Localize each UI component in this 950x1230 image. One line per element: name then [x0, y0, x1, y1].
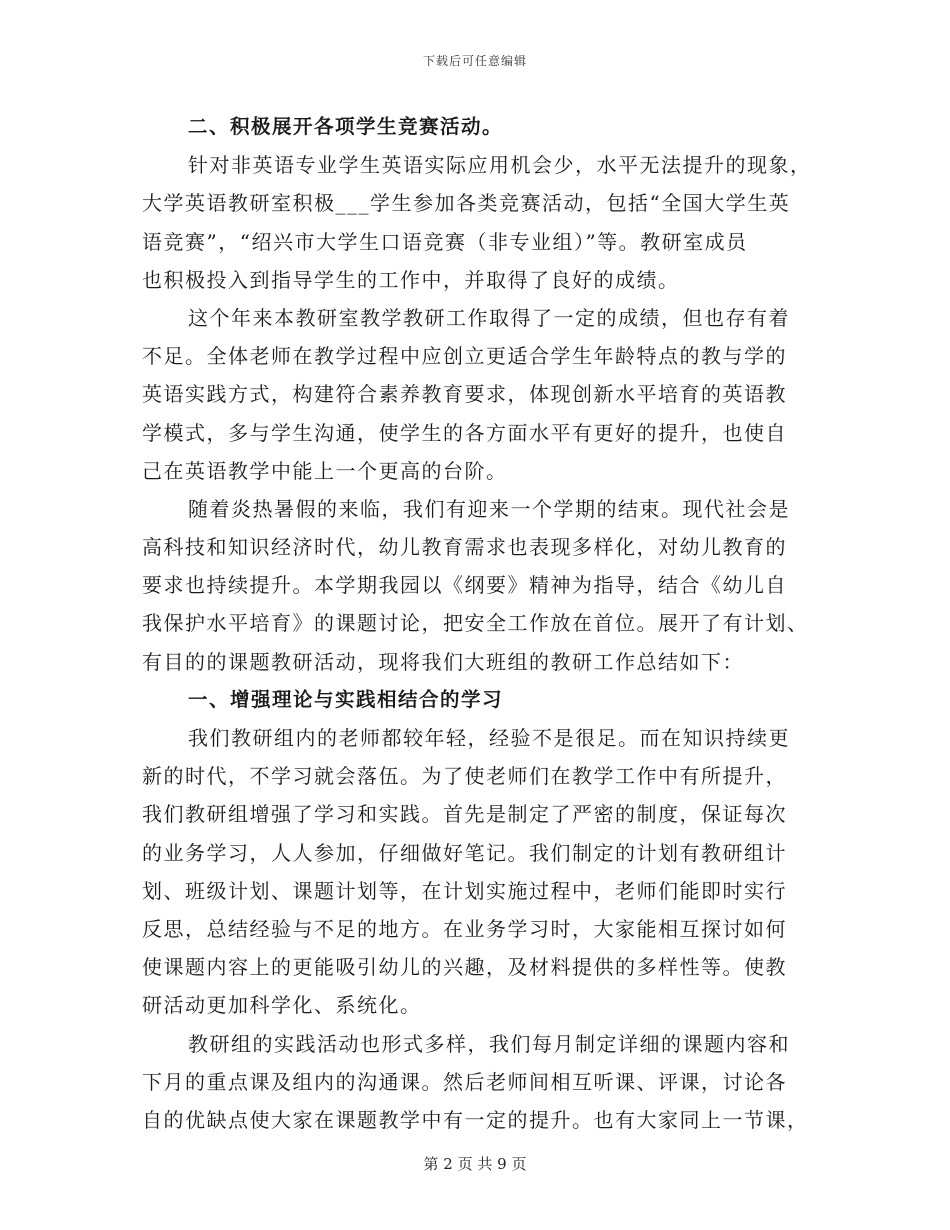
paragraph-line: 下月的重点课及组内的沟通课。然后老师间相互听课、评课，讨论各 — [142, 1069, 787, 1094]
paragraph-line: 使课题内容上的更能吸引幼儿的兴趣，及材料提供的多样性等。使教 — [142, 955, 787, 980]
paragraph-line: 教研组的实践活动也形式多样，我们每月制定详细的课题内容和 — [188, 1031, 790, 1056]
paragraph-line: 也积极投入到指导学生的工作中，并取得了良好的成绩。 — [142, 267, 680, 292]
page-header-note: 下载后可任意编辑 — [422, 54, 527, 68]
paragraph-line: 有目的的课题教研活动，现将我们大班组的教研工作总结如下： — [142, 649, 744, 674]
paragraph-line: 针对非英语专业学生英语实际应用机会少，水平无法提升的现象， — [188, 153, 812, 178]
section-heading-theory-practice: 一、增强理论与实践相结合的学习 — [188, 687, 504, 711]
paragraph-line: 这个年来本教研室教学教研工作取得了一定的成绩，但也存有着 — [188, 305, 790, 330]
paragraph-line: 反思，总结经验与不足的地方。在业务学习时，大家能相互探讨如何 — [142, 916, 787, 941]
paragraph-line: 不足。全体老师在教学过程中应创立更适合学生年龄特点的教与学的 — [142, 344, 787, 369]
paragraph-line: 新的时代，不学习就会落伍。为了使老师们在教学工作中有所提升， — [142, 764, 787, 789]
paragraph-line: 学模式，多与学生沟通，使学生的各方面水平有更好的提升，也使自 — [142, 420, 787, 445]
paragraph-line: 我们教研组增强了学习和实践。首先是制定了严密的制度，保证每次 — [142, 802, 787, 827]
document-body — [142, 108, 812, 1139]
paragraph-line: 大学英语教研室积极___学生参加各类竞赛活动，包括“全国大学生英 — [142, 191, 791, 216]
paragraph-line: 语竞赛”，“绍兴市大学生口语竞赛（非专业组）”等。教研室成员 — [142, 229, 748, 254]
paragraph-line: 高科技和知识经济时代，幼儿教育需求也表现多样化，对幼儿教育的 — [142, 535, 787, 560]
page-number: 第 2 页 共 9 页 — [423, 1155, 527, 1173]
paragraph-line: 己在英语教学中能上一个更高的台阶。 — [142, 458, 508, 483]
paragraph-line: 我保护水平培育》的课题讨论，把安全工作放在首位。展开了有计划、 — [142, 611, 809, 636]
paragraph-line: 我们教研组内的老师都较年轻，经验不是很足。而在知识持续更 — [188, 726, 790, 750]
section-heading-competitions: 二、积极展开各项学生竞赛活动。 — [188, 115, 504, 138]
paragraph-line: 要求也持续提升。本学期我园以《纲要》精神为指导，结合《幼儿自 — [142, 573, 787, 598]
paragraph-line: 的业务学习，人人参加，仔细做好笔记。我们制定的计划有教研组计 — [142, 840, 787, 865]
paragraph-line: 英语实践方式，构建符合素养教育要求，体现创新水平培育的英语教 — [142, 382, 787, 407]
paragraph-line: 随着炎热暑假的来临，我们有迎来一个学期的结束。现代社会是 — [188, 496, 790, 521]
paragraph-line: 自的优缺点使大家在课题教学中有一定的提升。也有大家同上一节课， — [142, 1107, 809, 1132]
paragraph-line: 研活动更加科学化、系统化。 — [142, 993, 422, 1018]
paragraph-line: 划、班级计划、课题计划等，在计划实施过程中，老师们能即时实行 — [142, 878, 787, 903]
